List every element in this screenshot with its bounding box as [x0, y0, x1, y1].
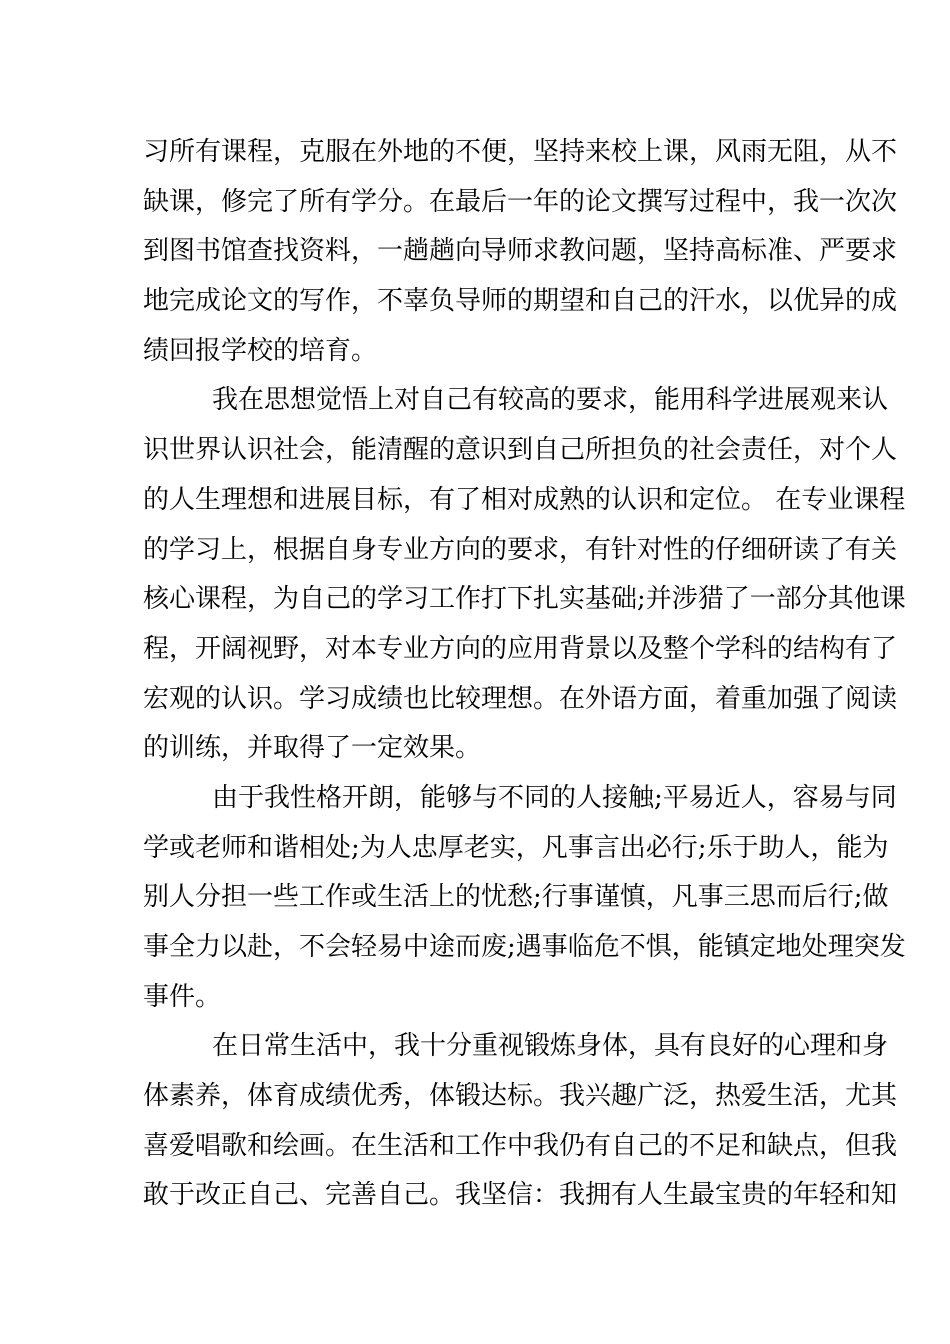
- text-line: 习所有课程，克服在外地的不便，坚持来校上课，风雨无阻，从不: [143, 137, 898, 167]
- text-line: 别人分担一些工作或生活上的忧愁;行事谨慎，凡事三思而后行;做: [143, 882, 889, 913]
- text-line: 事件。: [143, 981, 222, 1012]
- text-line: 地完成论文的写作，不辜负导师的期望和自己的汗水，以优异的成: [143, 286, 898, 317]
- text-line: 的训练，并取得了一定效果。: [143, 733, 482, 764]
- text-line: 在日常生活中，我十分重视锻炼身体，具有良好的心理和身: [212, 1031, 889, 1062]
- text-line: 我在思想觉悟上对自己有较高的要求，能用科学进展观来认: [212, 385, 889, 416]
- text-line: 体素养，体育成绩优秀，体锻达标。我兴趣广泛，热爱生活，尤其: [143, 1081, 898, 1112]
- text-line: 程，开阔视野，对本专业方向的应用背景以及整个学科的结构有了: [143, 633, 898, 664]
- paragraph-study: [143, 128, 898, 376]
- text-line: 宏观的认识。学习成绩也比较理想。在外语方面，着重加强了阅读: [143, 683, 898, 714]
- text-line: 学或老师和谐相处;为人忠厚老实，凡事言出必行;乐于助人，能为: [143, 832, 889, 863]
- text-line: 缺课，修完了所有学分。在最后一年的论文撰写过程中，我一次次: [143, 186, 898, 217]
- text-line: 绩回报学校的培育。: [143, 335, 378, 366]
- text-line: 的人生理想和进展目标，有了相对成熟的认识和定位。 在专业课程: [143, 484, 906, 515]
- paragraph-character: [143, 774, 906, 1022]
- paragraph-thought: [143, 376, 906, 774]
- text-line: 核心课程，为自己的学习工作打下扎实基础;并涉猎了一部分其他课: [143, 584, 906, 615]
- text-line: 事全力以赴，不会轻易中途而废;遇事临危不惧，能镇定地处理突发: [143, 932, 906, 962]
- text-line: 到图书馆查找资料，一趟趟向导师求教问题，坚持高标准、严要求: [143, 236, 898, 267]
- text-line: 的学习上，根据自身专业方向的要求，有针对性的仔细研读了有关: [143, 534, 898, 565]
- paragraph-life: [143, 1022, 898, 1221]
- document-body: [143, 128, 906, 1221]
- text-line: 敢于改正自己、完善自己。我坚信：我拥有人生最宝贵的年轻和知: [143, 1180, 898, 1211]
- text-line: 识世界认识社会，能清醒的意识到自己所担负的社会责任，对个人: [143, 435, 898, 466]
- text-line: 喜爱唱歌和绘画。在生活和工作中我仍有自己的不足和缺点，但我: [143, 1130, 898, 1161]
- text-line: 由于我性格开朗，能够与不同的人接触;平易近人，容易与同: [212, 782, 897, 813]
